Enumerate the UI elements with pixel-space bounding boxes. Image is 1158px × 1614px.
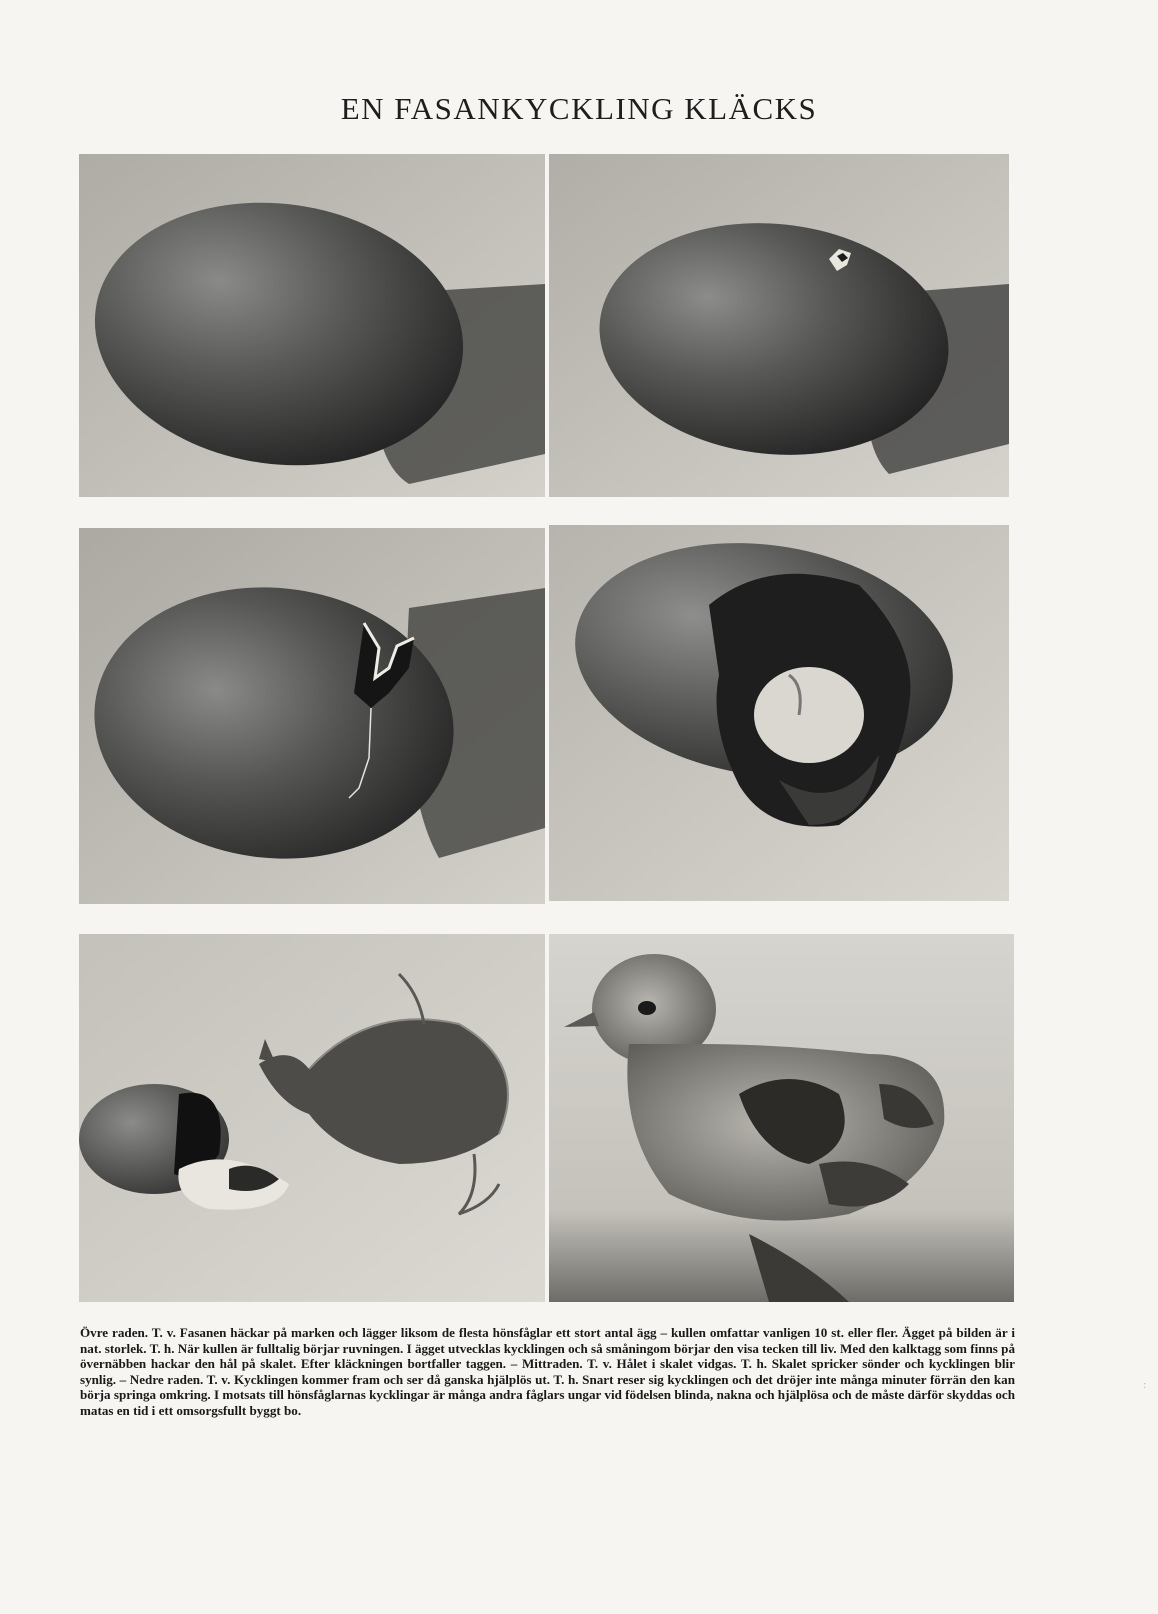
- photo-chick-emerges: [79, 934, 545, 1302]
- photo-shell-breaks-chick-visible: [549, 525, 1009, 901]
- caption-text: Övre raden. T. v. Fasanen häckar på marken och lägger liksom de flesta hönsfåglar ett stort antal ägg – kullen omfattar vanligen 10 st. eller fler. Ägget på bilden är i nat. storlek. T. h. När kullen är fulltalig börjar ruvningen. I ägget utvecklas kycklingen och så småningom börjar den visa tecken till liv. Med den kalktagg som finns på övernäbben hackar den hål på skalet. Efter kläckningen bortfaller taggen. – Mittraden. T. v. Hålet i skalet vidgas. T. h. Skalet spricker sönder och kycklingen blir synlig. – Nedre raden. T. v. Kycklingen kommer fram och ser då ganska hjälplös ut. T. h. Snart reser sig kycklingen och det dröjer inte många minuter förrän den kan börja springa omkring. I motsats till hönsfåglarnas kycklingar är många andra fåglars ungar vid födelsen blinda, nakna och hjälplösa och de måste därför skyddas och matas en tid i ett omsorgsfullt byggt bo.: [80, 1325, 1015, 1418]
- page-title: EN FASANKYCKLING KLÄCKS: [340, 90, 818, 126]
- photo-chick-stands: [549, 934, 1014, 1302]
- photo-intact-egg: [79, 154, 545, 497]
- photo-egg-first-hole: [549, 154, 1009, 497]
- photo-egg-hole-widens: [79, 528, 545, 904]
- edge-mark: :: [1143, 1380, 1147, 1391]
